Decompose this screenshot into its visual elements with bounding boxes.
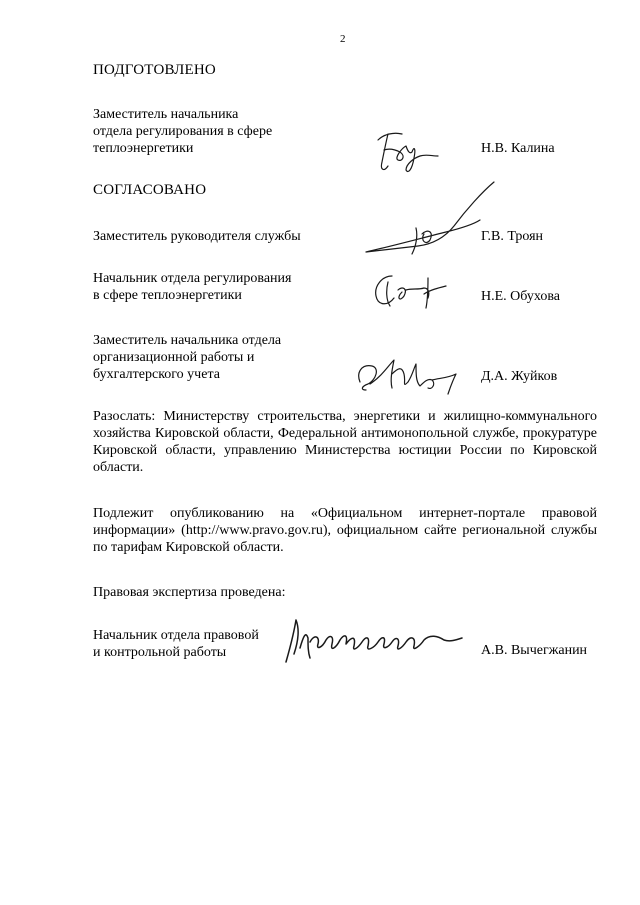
title-line: Заместитель руководителя службы: [93, 229, 301, 244]
page-number: 2: [340, 33, 346, 45]
approved-signer-name: Г.В. Троян: [481, 229, 544, 244]
title-line: Заместитель начальника: [93, 107, 239, 122]
signature-kalina: [372, 126, 442, 176]
signature-obukhova: [368, 268, 448, 312]
title-line: теплоэнергетики: [93, 141, 194, 156]
title-line: организационной работы и: [93, 350, 255, 365]
title-line: в сфере теплоэнергетики: [93, 288, 242, 303]
legal-review-signer-name: А.В. Вычегжанин: [481, 643, 588, 658]
prepared-heading: ПОДГОТОВЛЕНО: [93, 62, 216, 78]
title-line: и контрольной работы: [93, 645, 227, 660]
signature-zhuikov: [352, 352, 464, 396]
publication-paragraph: Подлежит опубликованию на «Официальном интернет-портале правовой информации» (http://www.pravo.gov.ru), официальном сайте региональной службы по тарифам Кировской области.: [93, 506, 597, 555]
approved-signer-name: Д.А. Жуйков: [481, 369, 558, 384]
title-line: Начальник отдела регулирования: [93, 271, 292, 286]
title-line: Заместитель начальника отдела: [93, 333, 282, 348]
approved-signer-title: [93, 228, 363, 245]
prepared-signer-title: [93, 106, 363, 157]
title-line: отдела регулирования в сфере: [93, 124, 273, 139]
title-line: бухгалтерского учета: [93, 367, 220, 382]
title-line: Начальник отдела правовой: [93, 628, 259, 643]
approved-heading: СОГЛАСОВАНО: [93, 182, 207, 198]
approved-signer-title: [93, 270, 363, 304]
prepared-signer-name: Н.В. Калина: [481, 141, 555, 156]
approved-signer-name: Н.Е. Обухова: [481, 289, 560, 304]
approved-signer-title: [93, 332, 363, 383]
signature-vychegzhanin: [282, 618, 464, 668]
legal-review-statement: Правовая экспертиза проведена:: [93, 585, 286, 600]
distribution-paragraph: Разослать: Министерству строительства, энергетики и жилищно-коммунального хозяйства Кировской области, Федеральной антимонопольной службе, прокуратуре Кировской области, управлению Министерства юстиции России по Кировской области.: [93, 409, 597, 475]
signature-troyan: [362, 180, 502, 260]
